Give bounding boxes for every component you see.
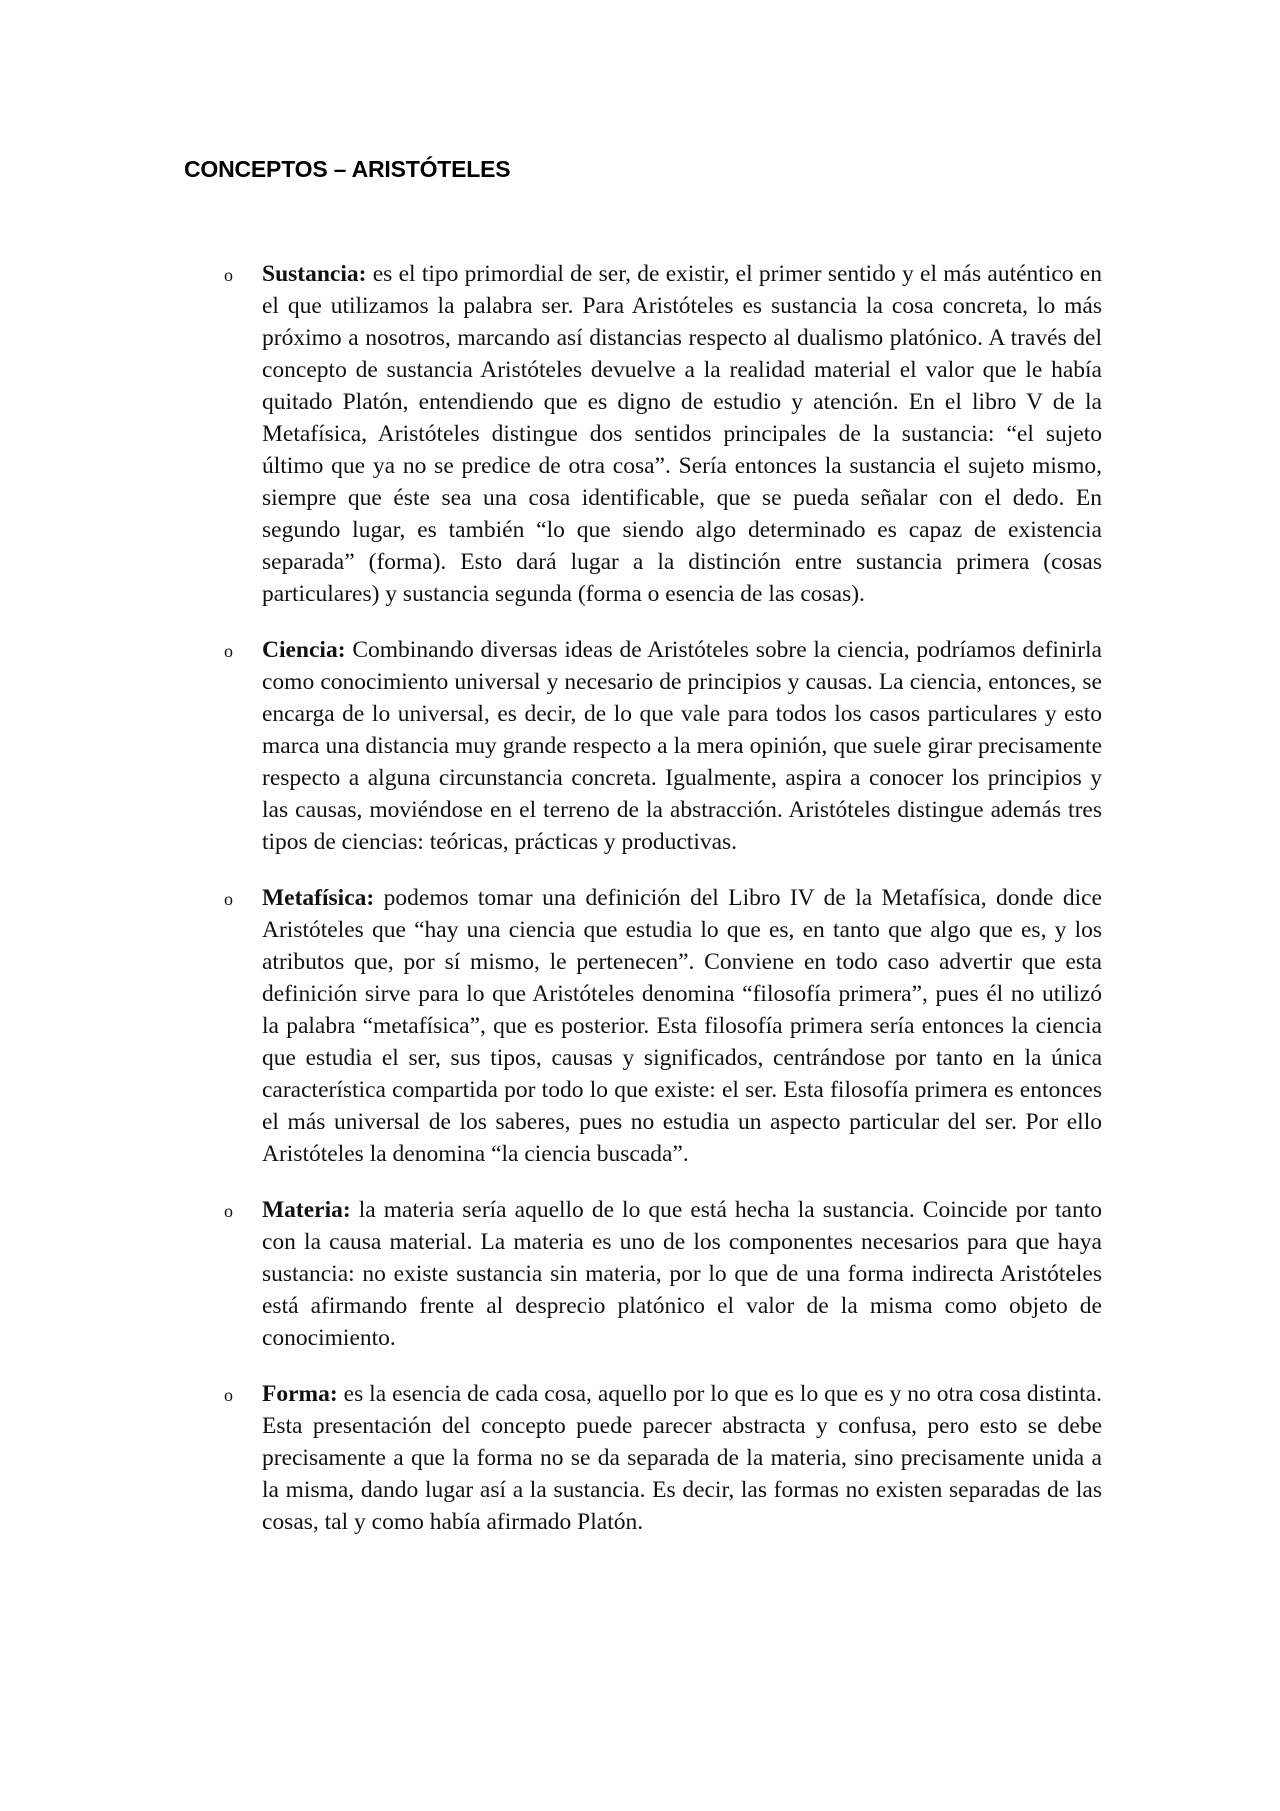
concept-item-ciencia [210,634,1102,858]
concept-definition: la materia sería aquello de lo que está hecha la sustancia. Coincide por tanto con la causa material. La materia es uno de los componentes necesarios para que haya sustancia: no existe sustancia sin materia, por lo que de una forma indirecta Aristóteles está afirmando frente al desprecio platónico el valor de la misma como objeto de conocimiento. [262,1197,1102,1351]
concept-item-materia [210,1194,1102,1354]
concept-term: Forma: [262,1381,338,1407]
concept-definition: es la esencia de cada cosa, aquello por lo que es lo que es y no otra cosa distinta. Esta presentación del concepto puede parecer abstracta y confusa, pero esto se debe precisamente a que la forma no se da separada de la materia, sino precisamente unida a la misma, dando lugar así a la sustancia. Es decir, las formas no existen separadas de las cosas, tal y como había afirmado Platón. [262,1381,1102,1535]
concept-definition: es el tipo primordial de ser, de existir, el primer sentido y el más auténtico en el que utilizamos la palabra ser. Para Aristóteles es sustancia la cosa concreta, lo más próximo a nosotros, marcando así distancias respecto al dualismo platónico. A través del concepto de sustancia Aristóteles devuelve a la realidad material el valor que le había quitado Platón, entendiendo que es digno de estudio y atención. En el libro V de la Metafísica, Aristóteles distingue dos sentidos principales de la sustancia: “el sujeto último que ya no se predice de otra cosa”. Sería entonces la sustancia el sujeto mismo, siempre que éste sea una cosa identificable, que se pueda señalar con el dedo. En segundo lugar, es también “lo que siendo algo determinado es capaz de existencia separada” (forma). Esto dará lugar a la distinción entre sustancia primera (cosas particulares) y sustancia segunda (forma o esencia de las cosas). [262,261,1102,607]
concept-term: Metafísica: [262,885,375,911]
concept-list [210,258,1102,1562]
concept-item-metafisica [210,882,1102,1170]
concept-definition: podemos tomar una definición del Libro IV de la Metafísica, donde dice Aristóteles que “hay una ciencia que estudia lo que es, en tanto que algo que es, y los atributos que, por sí mismo, le pertenecen”. Conviene en todo caso advertir que esta definición sirve para lo que Aristóteles denomina “filosofía primera”, pues él no utilizó la palabra “metafísica”, que es posterior. Esta filosofía primera sería entonces la ciencia que estudia el ser, sus tipos, causas y significados, centrándose por tanto en la única característica compartida por todo lo que existe: el ser. Esta filosofía primera es entonces el más universal de los saberes, pues no estudia un aspecto particular del ser. Por ello Aristóteles la denomina “la ciencia buscada”. [262,885,1102,1167]
bullet-marker: o [224,1385,233,1405]
bullet-marker: o [224,889,233,909]
concept-definition: Combinando diversas ideas de Aristóteles sobre la ciencia, podríamos definirla como conocimiento universal y necesario de principios y causas. La ciencia, entonces, se encarga de lo universal, es decir, de lo que vale para todos los casos particulares y esto marca una distancia muy grande respecto a la mera opinión, que suele girar precisamente respecto a alguna circunstancia concreta. Igualmente, aspira a conocer los principios y las causas, moviéndose en el terreno de la abstracción. Aristóteles distingue además tres tipos de ciencias: teóricas, prácticas y productivas. [262,637,1102,855]
bullet-marker: o [224,641,233,661]
concept-item-sustancia [210,258,1102,610]
concept-term: Ciencia: [262,637,346,663]
bullet-marker: o [224,1201,233,1221]
concept-term: Materia: [262,1197,351,1223]
bullet-marker: o [224,265,233,285]
page-title: CONCEPTOS – ARISTÓTELES [184,156,511,182]
concept-term: Sustancia: [262,261,367,287]
concept-item-forma [210,1378,1102,1538]
